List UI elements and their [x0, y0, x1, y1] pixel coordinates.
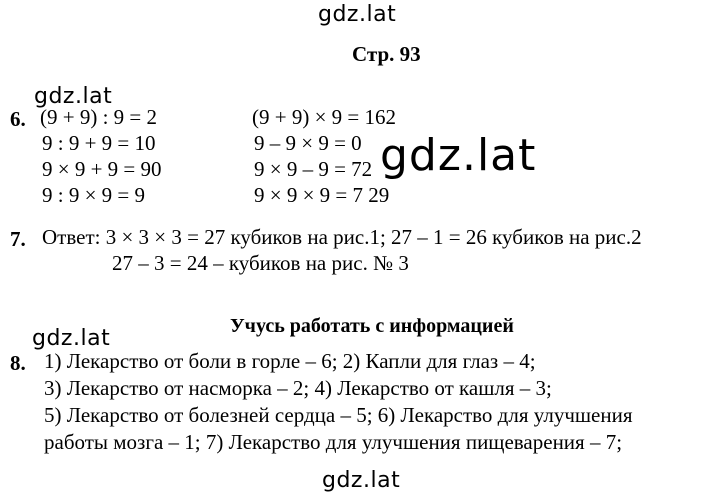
task6-left-line: (9 + 9) : 9 = 2 — [40, 105, 158, 129]
watermark-top: gdz.lat — [318, 2, 397, 27]
task6-number: 6. — [10, 107, 26, 131]
task8-line: 1) Лекарство от боли в горле – 6; 2) Капли для глаз – 4; — [44, 349, 536, 373]
task6-right-line: 9 – 9 × 9 = 0 — [254, 131, 362, 155]
task6-right-line: 9 × 9 – 9 = 72 — [254, 157, 373, 181]
task6-left-line: 9 : 9 + 9 = 10 — [42, 131, 156, 155]
watermark-center-big: gdz.lat — [380, 130, 537, 181]
watermark-bottom: gdz.lat — [322, 468, 401, 493]
section-heading: Учусь работать с информацией — [230, 315, 514, 337]
task6-right-line: (9 + 9) × 9 = 162 — [252, 105, 397, 129]
task7-answer-line-1: Ответ: 3 × 3 × 3 = 27 кубиков на рис.1; 27 – 1 = 26 кубиков на рис.2 — [42, 225, 642, 249]
task7-answer-line-2: 27 – 3 = 24 – кубиков на рис. № 3 — [112, 251, 409, 275]
watermark-mid-left: gdz.lat — [32, 326, 111, 351]
task8-line: 3) Лекарство от насморка – 2; 4) Лекарство от кашля – 3; — [44, 376, 552, 400]
task8-line: 5) Лекарство от болезней сердца – 5; 6) Лекарство для улучшения — [44, 403, 633, 427]
task6-left-line: 9 × 9 + 9 = 90 — [42, 157, 162, 181]
page-title: Стр. 93 — [352, 42, 421, 66]
task6-right-line: 9 × 9 × 9 = 7 29 — [254, 183, 390, 207]
task8-number: 8. — [10, 351, 26, 375]
watermark-upper-left: gdz.lat — [34, 84, 113, 109]
task7-number: 7. — [10, 227, 26, 251]
task8-line: работы мозга – 1; 7) Лекарство для улучшения пищеварения – 7; — [44, 430, 623, 454]
task6-left-line: 9 : 9 × 9 = 9 — [42, 183, 146, 207]
